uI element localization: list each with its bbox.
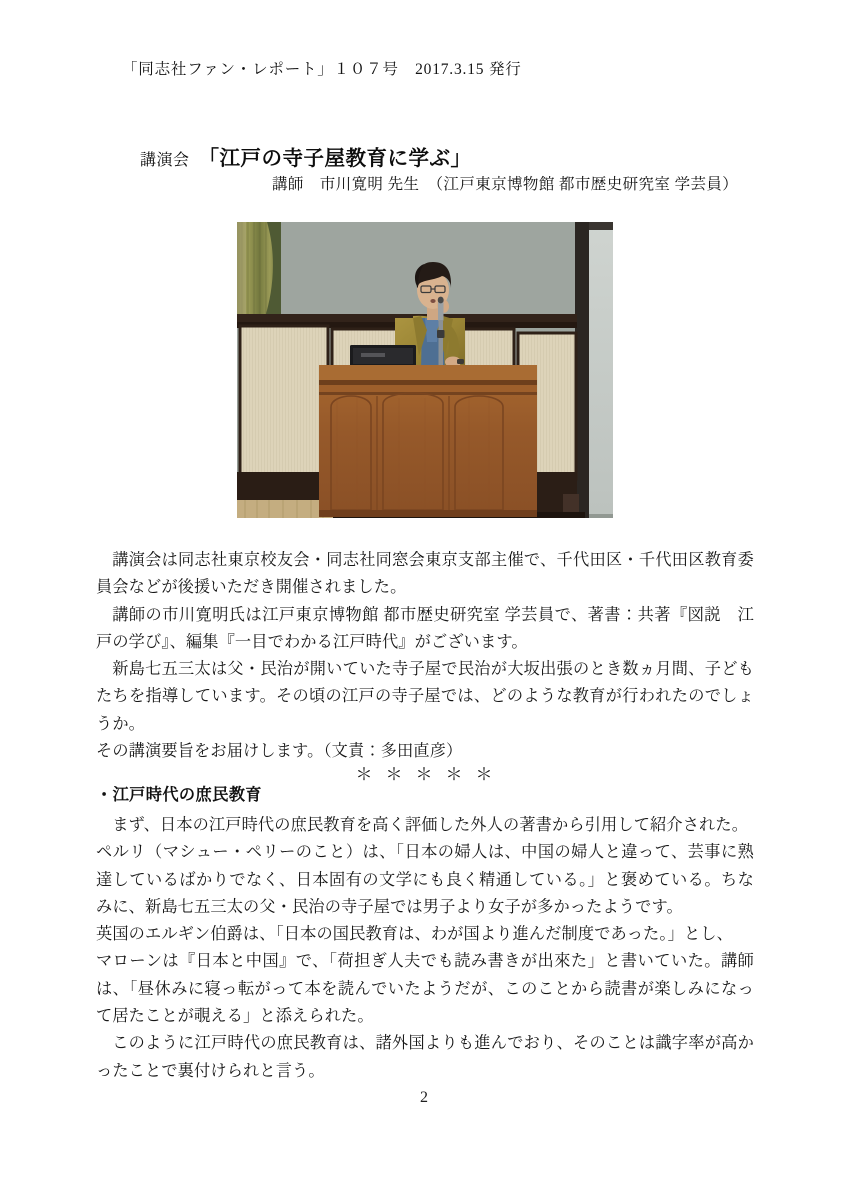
asterisk-divider: ＊＊＊＊＊ (355, 765, 506, 784)
section-paragraph-3: 英国のエルギン伯爵は、「日本の国民教育は、わが国より進んだ制度であった。」とし、 (96, 925, 733, 944)
section-heading-edo-common-education: ・江戸時代の庶民教育 (96, 785, 262, 804)
lecture-photo (237, 222, 613, 535)
section-paragraph-5: このように江戸時代の庶民教育は、諸外国よりも進んでおり、そのことは識字率が高かったことで裏付けられと言う。 (96, 1034, 754, 1080)
page-title (140, 141, 472, 171)
paragraph-1: 講演会は同志社東京校友会・同志社同窓会東京支部主催で、千代田区・千代田区教育委員会などが後援いただき開催されました。 (96, 551, 754, 597)
paragraph-2: 講師の市川寛明氏は江戸東京博物館 都市歴史研究室 学芸員で、著書：共著『図説 江戸の学び』、編集『一目でわかる江戸時代』がございます。 (96, 605, 754, 651)
paragraph-4: その講演要旨をお届けします。（文責：多田直彦） (96, 742, 463, 761)
section-paragraph-1: まず、日本の江戸時代の庶民教育を高く評価した外人の著書から引用して紹介された。 (112, 816, 749, 834)
page-number: 2 (420, 1089, 428, 1106)
intro-paragraphs (96, 547, 754, 765)
section-paragraphs (96, 812, 754, 1085)
title-kind: 講演会 (140, 152, 190, 169)
section-paragraph-2: ペルリ（マシュー・ペリーのこと）は、「日本の婦人は、中国の婦人と違って、芸事に熟達しているばかりでなく、日本固有の文学にも良く精通している。」と褒めている。ちなみに、新島七五三太の父・民治の寺子屋では男子より女子が多かったようです。 (96, 843, 754, 916)
lecture-photo-illustration (237, 222, 613, 535)
speaker-line: 講師 市川寛明 先生 （江戸東京博物館 都市歴史研究室 学芸員） (272, 176, 739, 193)
document-header: 「同志社ファン・レポート」１０７号 2017.3.15 発行 (122, 61, 522, 78)
paragraph-3: 新島七五三太は父・民治が開いていた寺子屋で民治が大坂出張のとき数ヵ月間、子どもたちを指導しています。その頃の江戸の寺子屋では、どのような教育が行われたのでしょうか。 (96, 660, 754, 733)
title-main: 「江戸の寺子屋教育に学ぶ」 (198, 148, 472, 170)
podium (319, 365, 537, 517)
section-paragraph-4: マローンは『日本と中国』で、「荷担ぎ人夫でも読み書きが出來た」と書いていた。講師は、「昼休みに寝っ転がって本を読んでいたようだが、このことから読書が楽しみになって居たことが覗える」と添えられた。 (96, 952, 754, 1026)
